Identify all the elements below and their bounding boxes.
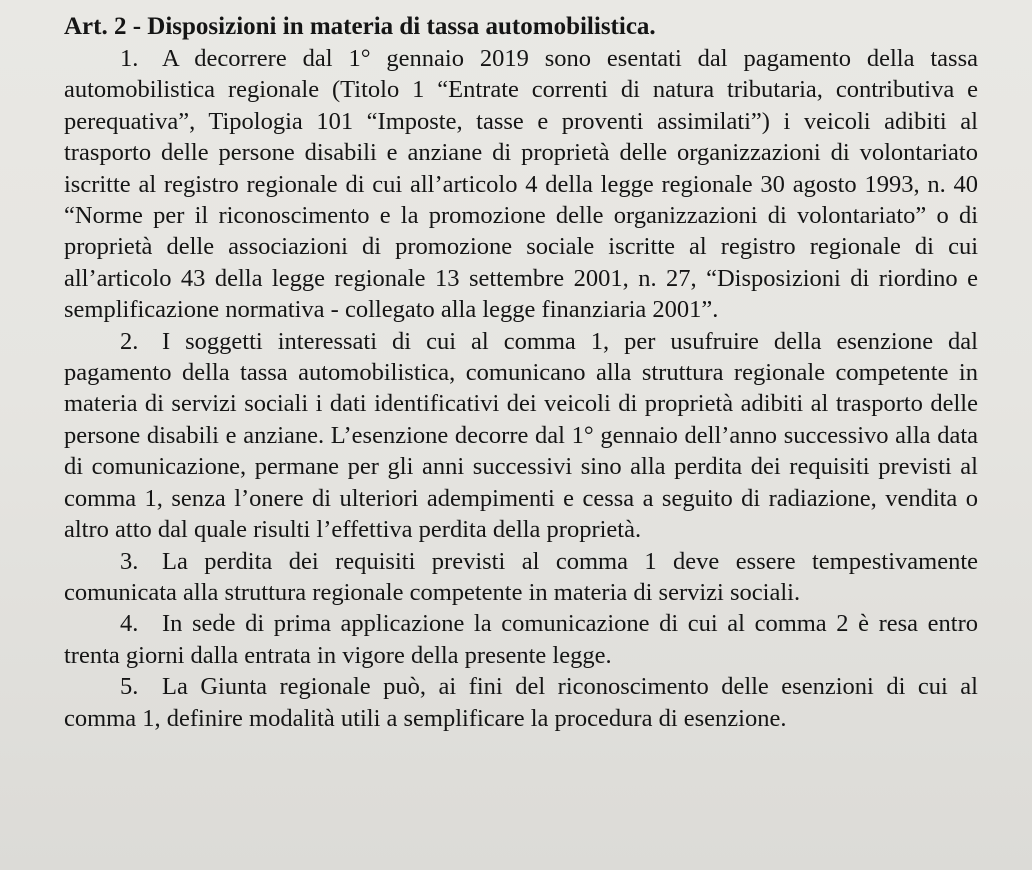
paragraph-number: 1. bbox=[120, 45, 139, 72]
paragraph-5 bbox=[58, 671, 978, 734]
paragraph-text: In sede di prima applicazione la comunicazione di cui al comma 2 è resa entro trenta giorni dalla entrata in vigore della presente legge. bbox=[64, 610, 978, 669]
paragraph-number: 5. bbox=[120, 673, 139, 701]
paragraph-text: La perdita dei requisiti previsti al comma 1 deve essere tempestivamente comunicata alla struttura regionale competente in materia di servizi sociali. bbox=[64, 547, 978, 606]
paragraph-text: A decorrere dal 1° gennaio 2019 sono esentati dal pagamento della tassa automobilistica regionale (Titolo 1 “Entrate correnti di natura tributaria, contributiva e perequativa”, Tipologia 101 “Imposte, tasse e proventi assimilati”) i veicoli adibiti al trasporto delle persone disabili e anziane di proprietà delle organizzazioni di volontariato iscritte al registro regionale di cui all’articolo 4 della legge regionale 30 agosto 1993, n. 40 “Norme per il riconoscimento e la promozione delle organizzazioni di volontariato” o di proprietà delle associazioni di promozione sociale iscritte al registro regionale di cui all’articolo 43 della legge regionale 13 settembre 2001, n. 27, “Disposizioni di riordino e semplificazione normativa - collegato alla legge finanziaria 2001”. bbox=[64, 45, 978, 324]
paragraph-text: I soggetti interessati di cui al comma 1, per usufruire della esenzione dal pagamento della tassa automobilistica, comunicano alla struttura regionale competente in materia di servizi sociali i dati identificativi dei veicoli di proprietà adibiti al trasporto delle persone disabili e anziane. L’esenzione decorre dal 1° gennaio dell’anno successivo alla data di comunicazione, permane per gli anni successivi sino alla perdita dei requisiti previsti al comma 1, senza l’onere di ulteriori adempimenti e cessa a seguito di radiazione, vendita o altro atto dal quale risulti l’effettiva perdita della proprietà. bbox=[64, 327, 978, 544]
paragraph-number: 2. bbox=[120, 327, 139, 355]
paragraph-number: 4. bbox=[120, 610, 139, 638]
article-title: Art. 2 - Disposizioni in materia di tassa automobilistica. bbox=[64, 13, 656, 40]
paragraph-2 bbox=[58, 326, 978, 546]
paragraph-number: 3. bbox=[120, 547, 139, 575]
paragraph-4 bbox=[58, 608, 978, 671]
paragraph-text: La Giunta regionale può, ai fini del riconoscimento delle esenzioni di cui al comma 1, definire modalità utili a semplificare la procedura di esenzione. bbox=[64, 673, 978, 732]
paragraph-3 bbox=[58, 546, 978, 609]
document-page bbox=[58, 10, 978, 860]
paragraph-1 bbox=[58, 43, 978, 326]
